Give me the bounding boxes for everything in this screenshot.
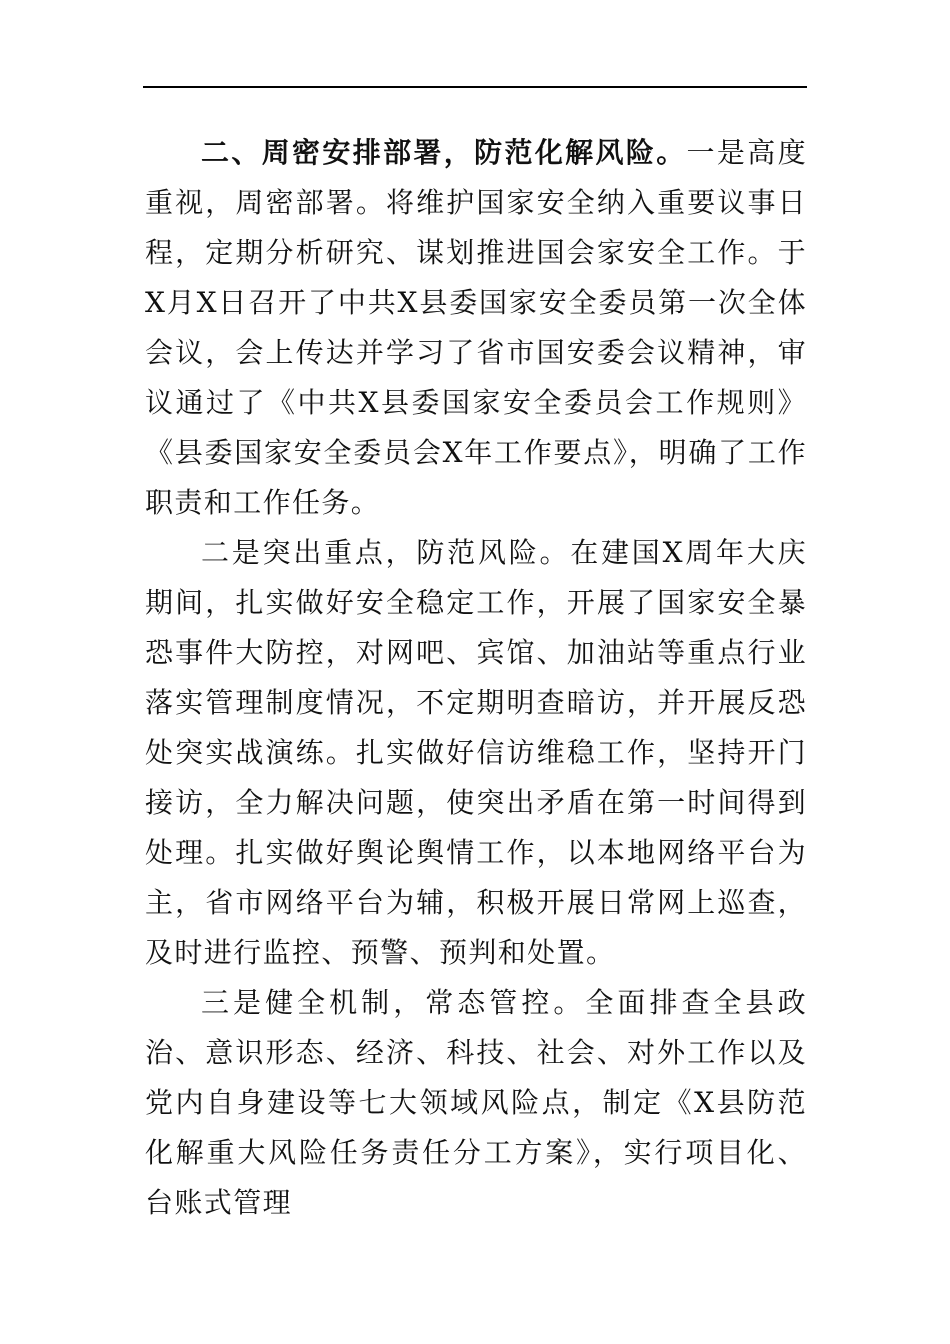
paragraph-1-text: 一是高度重视，周密部署。将维护国家安全纳入重要议事日程，定期分析研究、谋划推进国会家安全工作。于X月X日召开了中共X县委国家安全委员第一次全体会议，会上传达并学习了省市国安委会议精神，审议通过了《中共X县委国家安全委员会工作规则》《县委国家安全委员会X年工作要点》，明确了工作职责和工作任务。	[145, 136, 807, 519]
paragraph-2-text: 二是突出重点，防范风险。在建国X周年大庆期间，扎实做好安全稳定工作，开展了国家安全暴恐事件大防控，对网吧、宾馆、加油站等重点行业落实管理制度情况，不定期明查暗访，并开展反恐处突实战演练。扎实做好信访维稳工作，坚持开门接访，全力解决问题，使突出矛盾在第一时间得到处理。扎实做好舆论舆情工作，以本地网络平台为主，省市网络平台为辅，积极开展日常网上巡查，及时进行监控、预警、预判和处置。	[145, 536, 807, 969]
header-rule	[143, 86, 807, 88]
section-heading: 二、周密安排部署，防范化解风险。	[201, 136, 687, 169]
paragraph-2	[145, 528, 807, 978]
document-body	[145, 128, 807, 1228]
paragraph-1	[145, 128, 807, 528]
paragraph-3	[145, 978, 807, 1228]
paragraph-3-text: 三是健全机制，常态管控。全面排查全县政治、意识形态、经济、科技、社会、对外工作以及党内自身建设等七大领域风险点，制定《X县防范化解重大风险任务责任分工方案》，实行项目化、台账式管理	[145, 986, 807, 1219]
